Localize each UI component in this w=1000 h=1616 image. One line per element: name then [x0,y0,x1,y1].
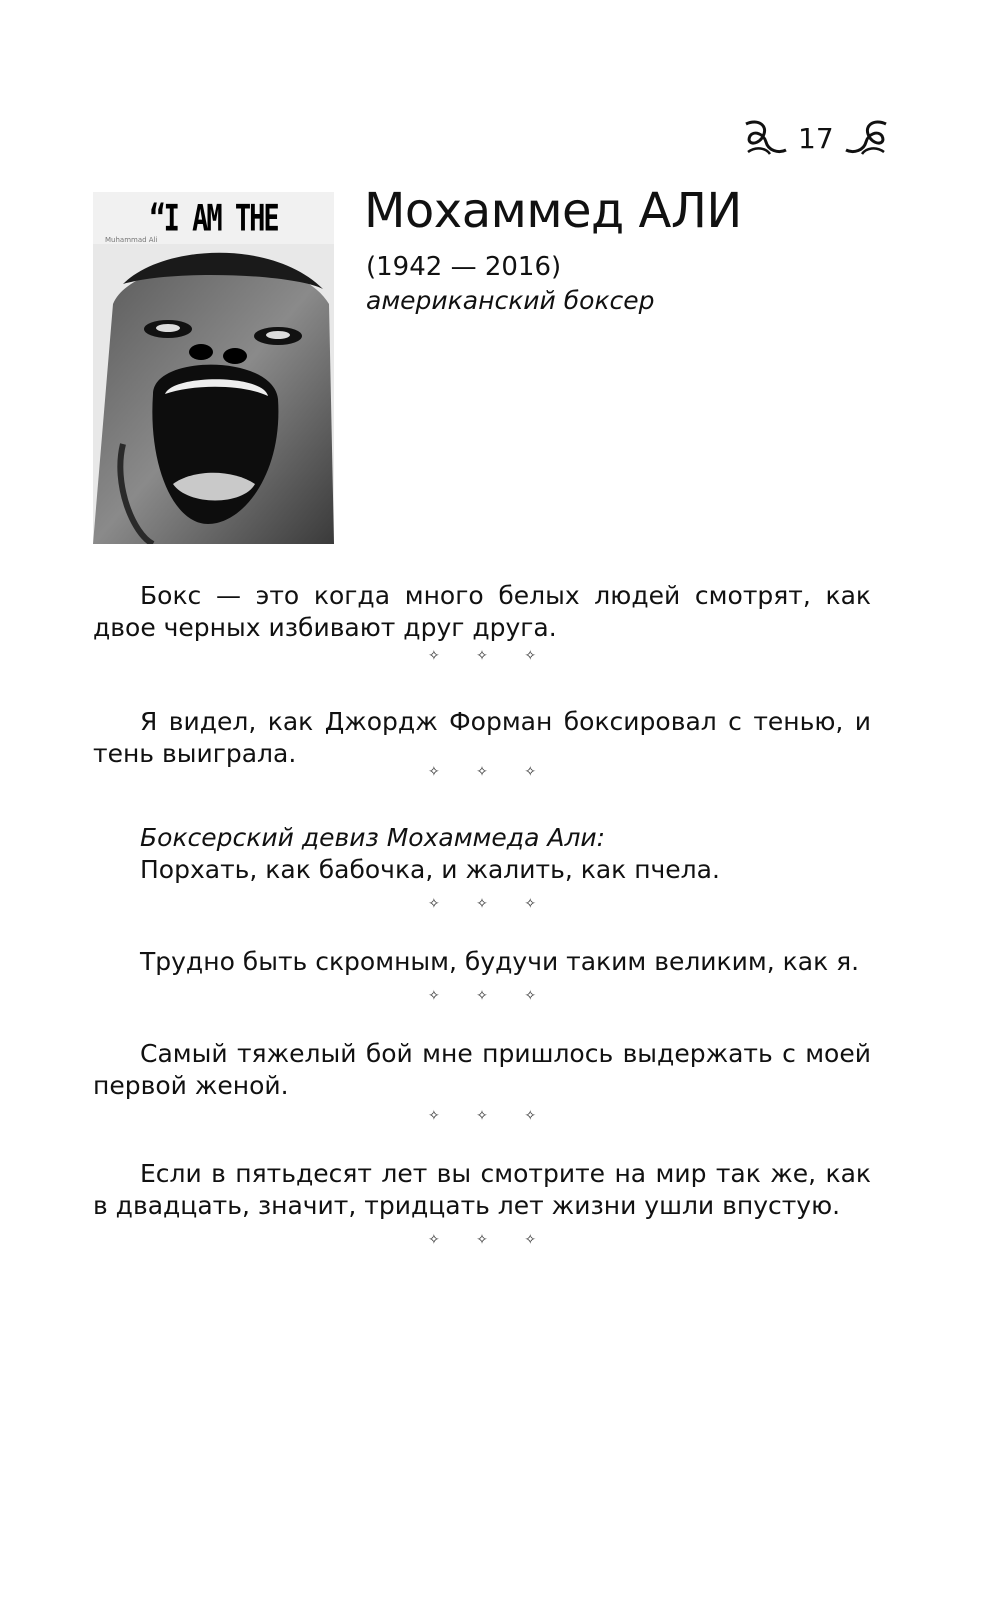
separator-stars: ✧ ✧ ✧ [427,1232,553,1248]
separator-stars: ✧ ✧ ✧ [427,896,553,912]
quote-5: Самый тяжелый бой мне пришлось выдержать с моей первой женой. [93,1039,871,1100]
person-occupation: американский боксер [366,286,655,315]
person-name: Мохаммед АЛИ [364,183,742,239]
separator-stars: ✧ ✧ ✧ [427,988,553,1004]
separator-stars: ✧ ✧ ✧ [427,764,553,780]
quotes-list [93,580,871,1252]
boxer-face-illustration [93,244,334,544]
quote-2: Я видел, как Джордж Форман боксировал с тенью, и тень выиграла. [93,707,871,768]
quote-1: Бокс — это когда много белых людей смотрят, как двое черных избивают друг друга. [93,581,871,642]
page-number-text: 17 [798,121,834,155]
quote-6: Если в пятьдесят лет вы смотрите на мир так же, как в двадцать, значит, тридцать лет жизни ушли впустую. [93,1159,871,1220]
quote-3-caption: Боксерский девиз Мохаммеда Али: [140,823,606,852]
person-years: (1942 — 2016) [366,252,562,282]
quote-3: Порхать, как бабочка, и жалить, как пчела. [140,855,720,884]
portrait-image [93,192,334,544]
ornament-right-icon [842,116,892,160]
page-number [740,116,892,160]
ornament-left-icon [740,116,790,160]
separator-stars: ✧ ✧ ✧ [427,1108,553,1124]
separator-stars: ✧ ✧ ✧ [427,648,553,664]
poster-subtitle: Muhammad Ali [105,236,158,244]
quote-4: Трудно быть скромным, будучи таким великим, как я. [140,947,860,976]
poster-title: “I AM THE [149,198,278,240]
